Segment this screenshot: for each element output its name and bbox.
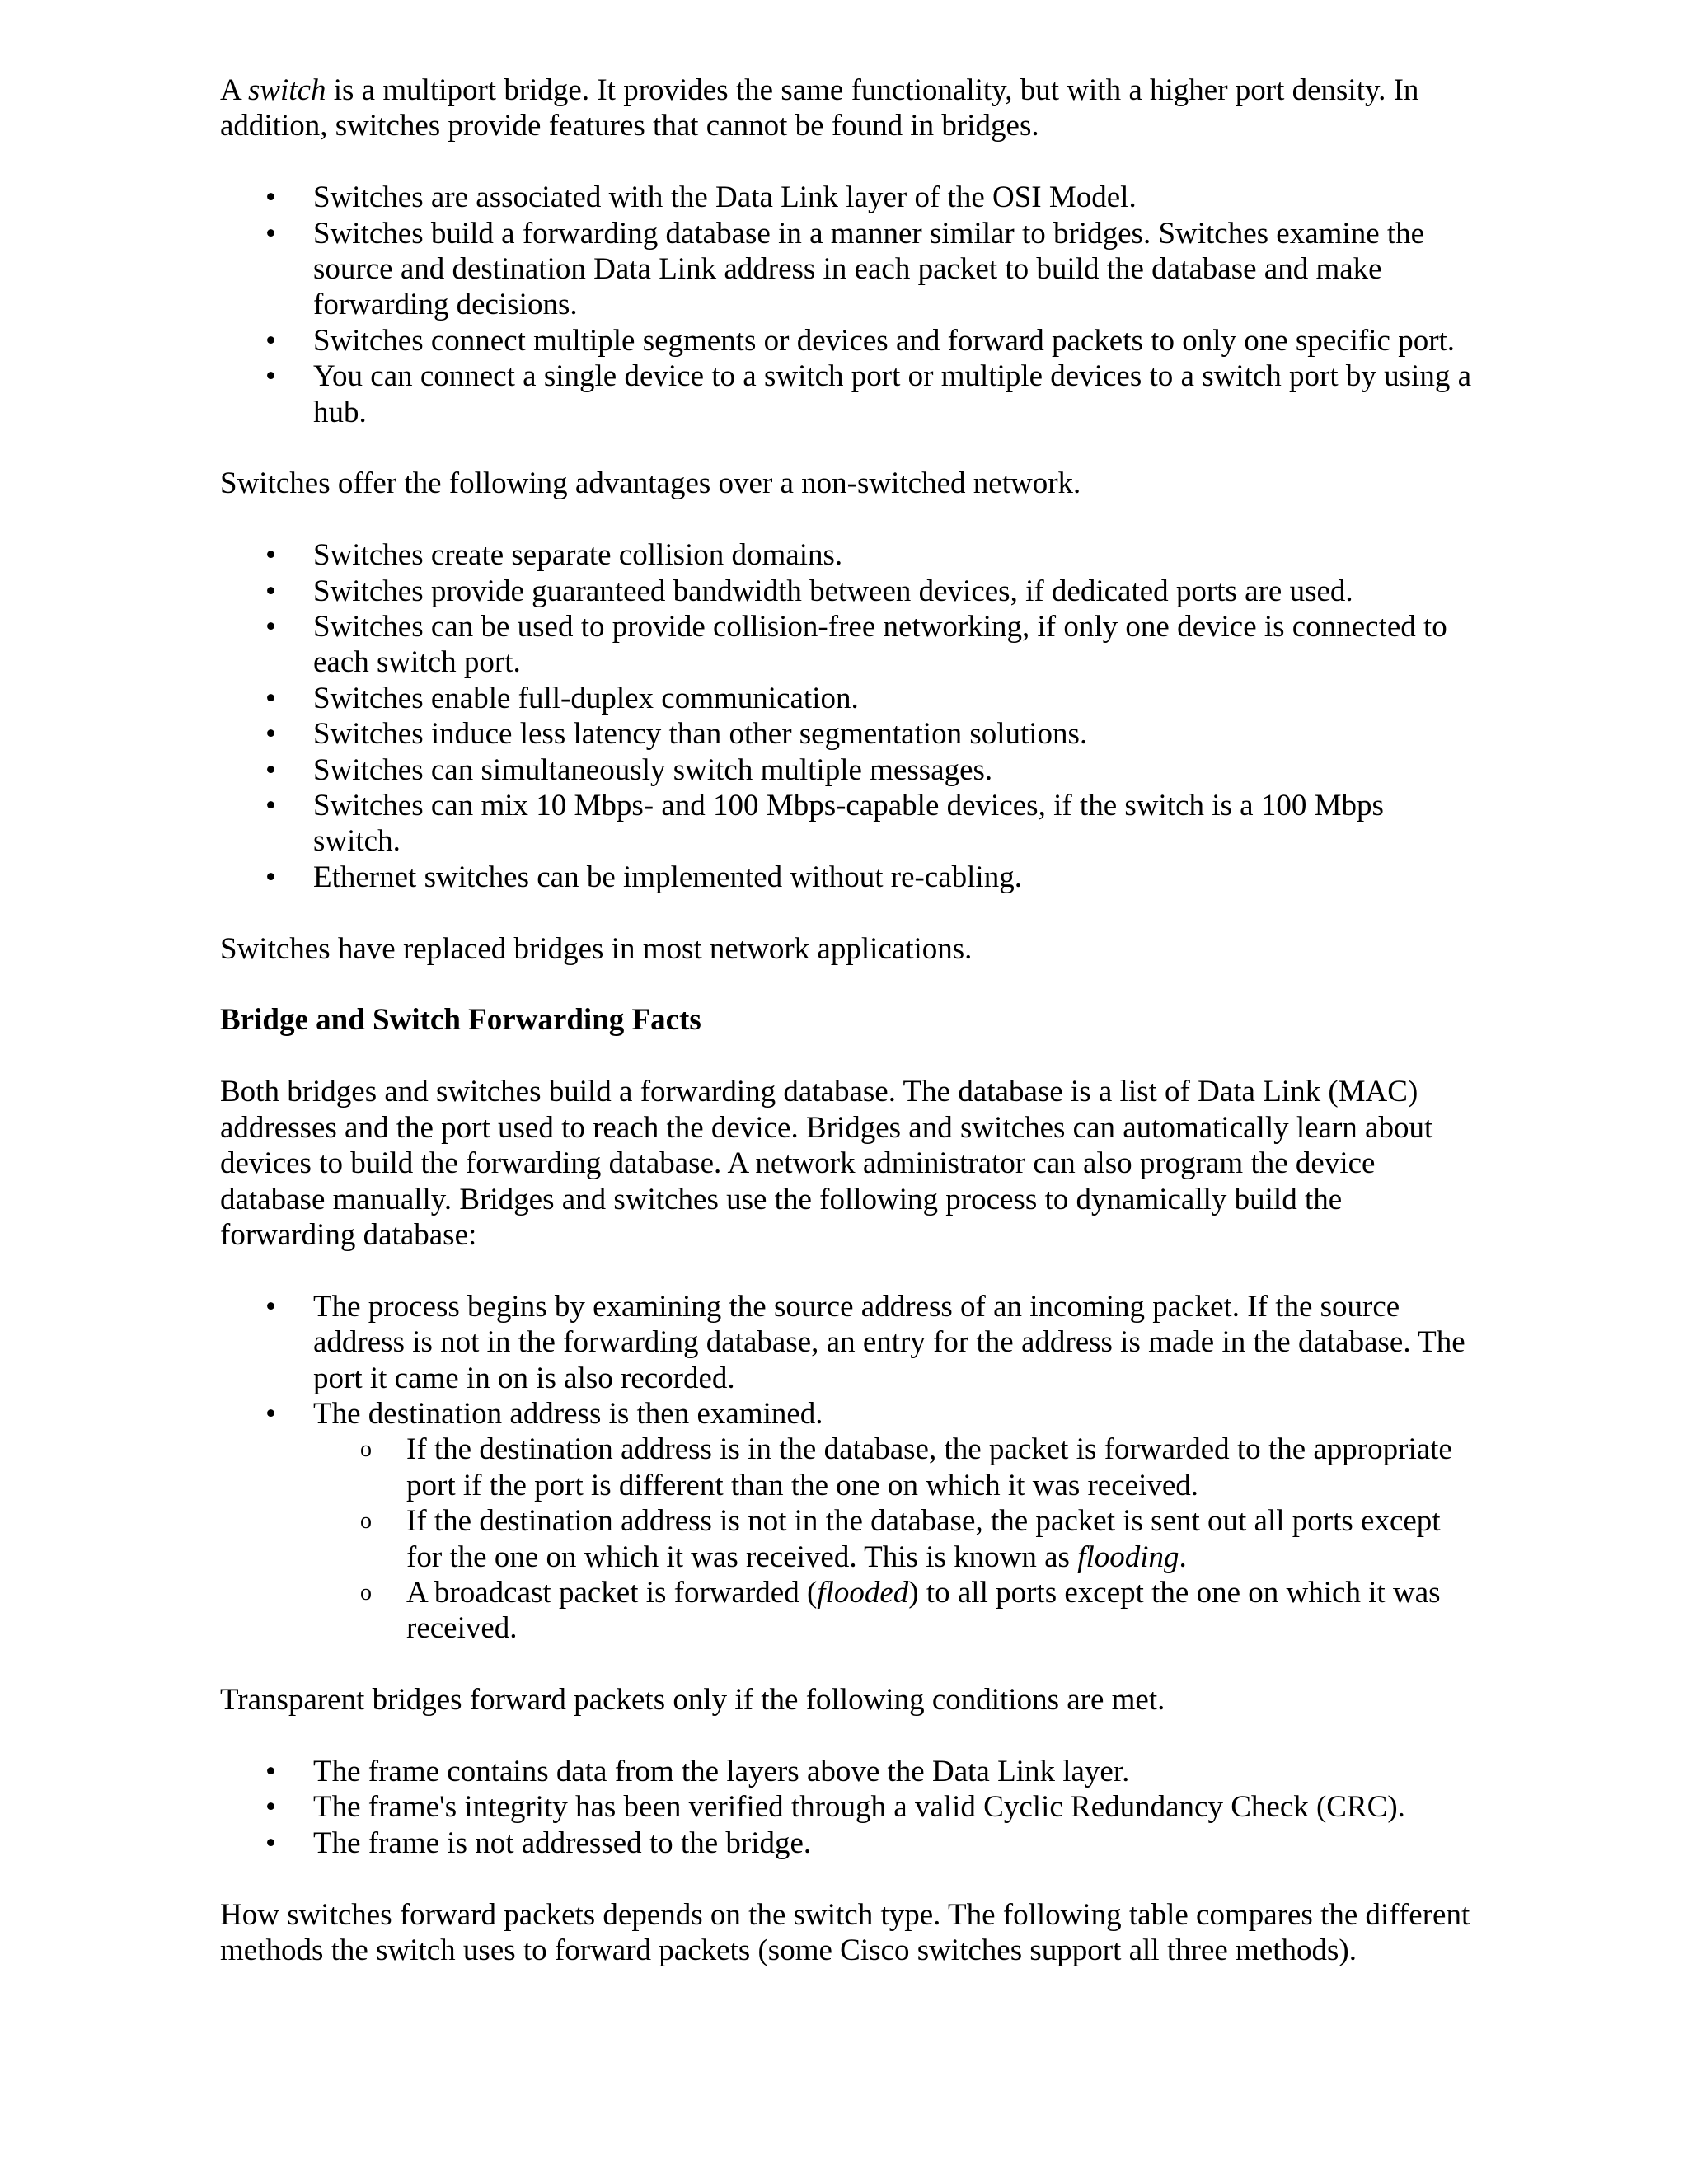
list-item: • The frame is not addressed to the bridge. bbox=[220, 1825, 1473, 1861]
list-item: • Switches provide guaranteed bandwidth between devices, if dedicated ports are used. bbox=[220, 574, 1473, 609]
advantages-intro: Switches offer the following advantages over a non-switched network. bbox=[220, 466, 1081, 501]
list-item: • You can connect a single device to a switch port or multiple devices to a switch port by using a hub. bbox=[220, 359, 1473, 430]
intro-term: switch bbox=[247, 73, 326, 107]
list-item: • The frame's integrity has been verified through a valid Cyclic Redundancy Check (CRC). bbox=[220, 1789, 1473, 1825]
intro-pre: A bbox=[220, 73, 248, 107]
list-item: • Switches enable full-duplex communication. bbox=[220, 681, 1473, 716]
sublist-text: A broadcast packet is forwarded ( bbox=[406, 1575, 818, 1610]
conditions-list bbox=[220, 1754, 1473, 1861]
sublist-item bbox=[406, 1503, 1473, 1575]
list-item: • Switches connect multiple segments or devices and forward packets to only one specific port. bbox=[220, 323, 1473, 359]
sublist-text: If the destination address is not in the database, the packet is sent out all ports except for the one on which it was received. This is known as bbox=[406, 1504, 1441, 1574]
section-heading: Bridge and Switch Forwarding Facts bbox=[220, 1003, 701, 1038]
list-item: • Switches induce less latency than other segmentation solutions. bbox=[220, 716, 1473, 752]
list-item-with-sublist bbox=[220, 1396, 1473, 1647]
flooding-term: flooding bbox=[1077, 1540, 1179, 1574]
list-item: • Ethernet switches can be implemented without re-cabling. bbox=[220, 860, 1473, 895]
database-paragraph: Both bridges and switches build a forwarding database. The database is a list of Data Link (MAC) addresses and the port used to reach the device. Bridges and switches can automatically learn about devices to build the forwarding database. A network administrator can also program the device database manually. Bridges and switches use the following process to dynamically build the forwarding database: bbox=[220, 1075, 1433, 1252]
intro-paragraph bbox=[220, 73, 1473, 144]
destination-sublist bbox=[313, 1432, 1473, 1646]
sublist-item bbox=[406, 1575, 1473, 1647]
replaced-paragraph: Switches have replaced bridges in most network applications. bbox=[220, 931, 973, 966]
sublist-text: ) to all ports except the one on which it was received. bbox=[406, 1575, 1441, 1646]
list-item: • The process begins by examining the source address of an incoming packet. If the source address is not in the forwarding database, an entry for the address is made in the database. The port it came in on is also recorded. bbox=[220, 1289, 1473, 1396]
list-item: • Switches create separate collision domains. bbox=[220, 537, 1473, 573]
document-page bbox=[220, 73, 1473, 2004]
sublist-item: o If the destination address is in the database, the packet is forwarded to the appropriate port if the port is different than the one on which it was received. bbox=[406, 1432, 1473, 1503]
switch-facts-list bbox=[220, 180, 1473, 430]
list-item: • The frame contains data from the layers above the Data Link layer. bbox=[220, 1754, 1473, 1789]
advantages-list bbox=[220, 537, 1473, 895]
list-item: • Switches can mix 10 Mbps- and 100 Mbps-capable devices, if the switch is a 100 Mbps switch. bbox=[220, 788, 1473, 860]
list-item-text: The destination address is then examined. bbox=[313, 1396, 823, 1431]
transparent-intro: Transparent bridges forward packets only if the following conditions are met. bbox=[220, 1683, 1165, 1718]
closing-paragraph: How switches forward packets depends on the switch type. The following table compares the different methods the switch uses to forward packets (some Cisco switches support all three methods). bbox=[220, 1897, 1470, 1967]
flooded-term: flooded bbox=[817, 1575, 909, 1610]
process-list bbox=[220, 1289, 1473, 1647]
intro-post: is a multiport bridge. It provides the same functionality, but with a higher port density. In addition, switches provide features that cannot be found in bridges. bbox=[220, 73, 1419, 143]
list-item: • Switches build a forwarding database in a manner similar to bridges. Switches examine the source and destination Data Link address in each packet to build the database and make forwarding decisions. bbox=[220, 216, 1473, 323]
list-item: • Switches can simultaneously switch multiple messages. bbox=[220, 752, 1473, 788]
sublist-text: . bbox=[1179, 1540, 1187, 1574]
list-item: • Switches can be used to provide collision-free networking, if only one device is connected to each switch port. bbox=[220, 609, 1473, 681]
list-item: • Switches are associated with the Data Link layer of the OSI Model. bbox=[220, 180, 1473, 215]
